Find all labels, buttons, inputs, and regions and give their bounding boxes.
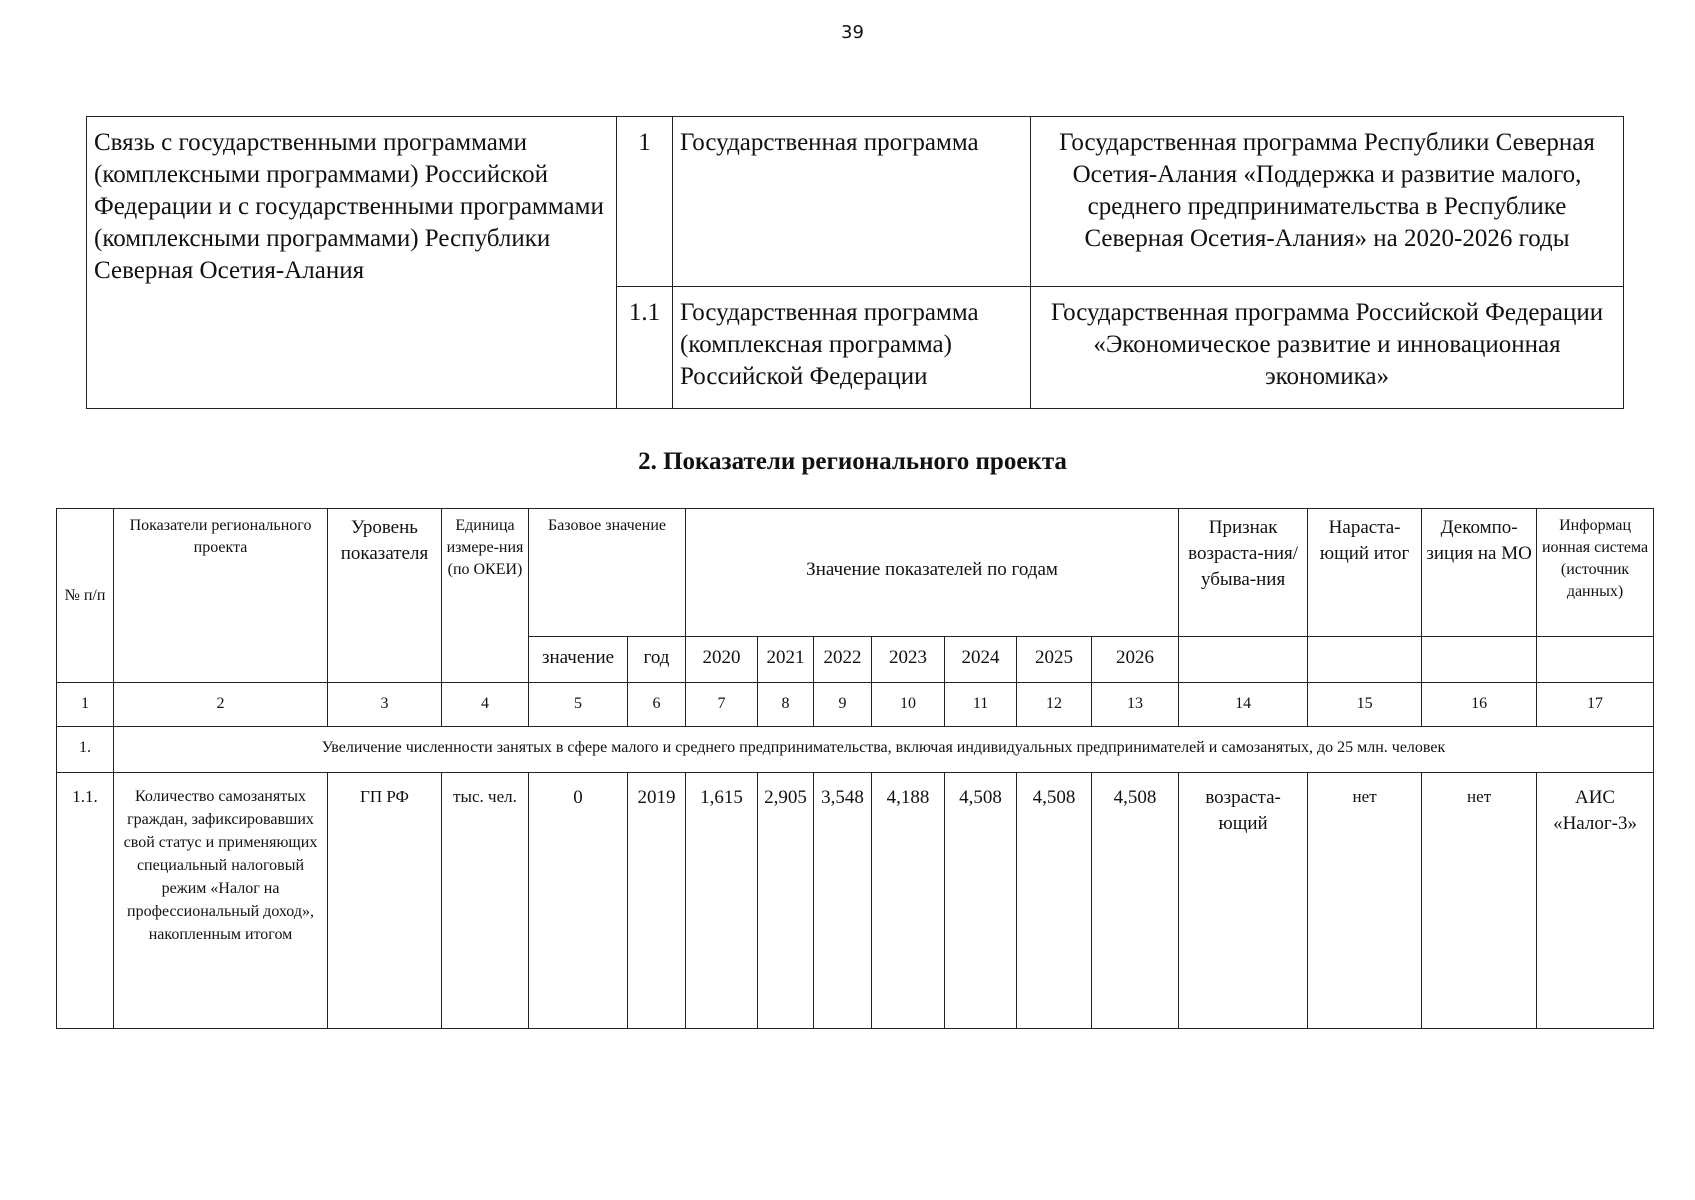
indicator-decomposition: нет bbox=[1422, 773, 1537, 1029]
subheader-year: 2024 bbox=[945, 637, 1017, 683]
header-num: № п/п bbox=[57, 509, 114, 683]
indicator-level: ГП РФ bbox=[328, 773, 442, 1029]
subheader-year: 2023 bbox=[872, 637, 945, 683]
indicators-table bbox=[56, 508, 1654, 1029]
header-cumulative: Нараста-ющий итог bbox=[1308, 509, 1422, 637]
subheader-year: 2020 bbox=[686, 637, 758, 683]
indicator-info-system: АИС «Налог-3» bbox=[1537, 773, 1654, 1029]
indicator-value-2025: 4,508 bbox=[1017, 773, 1092, 1029]
indicator-value-2026: 4,508 bbox=[1092, 773, 1179, 1029]
indicator-base-value: 0 bbox=[529, 773, 628, 1029]
header-decomposition: Декомпо-зиция на МО bbox=[1422, 509, 1537, 637]
indicator-row bbox=[57, 773, 1654, 1029]
subheader-empty bbox=[1537, 637, 1654, 683]
column-number: 1 bbox=[57, 683, 114, 727]
subheader-year: 2022 bbox=[814, 637, 872, 683]
indicator-value-2023: 4,188 bbox=[872, 773, 945, 1029]
header-trend: Признак возраста-ния/убыва-ния bbox=[1179, 509, 1308, 637]
header-info-system: Информац ионная система (источник данных) bbox=[1537, 509, 1654, 637]
subheader-year: 2021 bbox=[758, 637, 814, 683]
subheader-empty bbox=[1308, 637, 1422, 683]
indicator-name: Количество самозанятых граждан, зафиксировавших свой статус и применяющих специальный налоговый режим «Налог на профессиональный доход», накопленным итогом bbox=[114, 773, 328, 1029]
column-number: 17 bbox=[1537, 683, 1654, 727]
header-indicator: Показатели регионального проекта bbox=[114, 509, 328, 683]
column-number: 13 bbox=[1092, 683, 1179, 727]
subheader-base-year: год bbox=[628, 637, 686, 683]
column-number: 16 bbox=[1422, 683, 1537, 727]
indicator-value-2021: 2,905 bbox=[758, 773, 814, 1029]
column-number: 9 bbox=[814, 683, 872, 727]
column-number: 4 bbox=[442, 683, 529, 727]
header-values-by-year: Значение показателей по годам bbox=[686, 509, 1179, 637]
program-link-row bbox=[87, 117, 1624, 287]
indicator-base-year: 2019 bbox=[628, 773, 686, 1029]
indicator-value-2022: 3,548 bbox=[814, 773, 872, 1029]
column-number: 5 bbox=[529, 683, 628, 727]
goal-text: Увеличение численности занятых в сфере малого и среднего предпринимательства, включая индивидуальных предпринимателей и самозанятых, до 25 млн. человек bbox=[114, 727, 1654, 773]
header-level: Уровень показателя bbox=[328, 509, 442, 683]
program-link-name: Государственная программа Российской Федерации «Экономическое развитие и инновационная экономика» bbox=[1031, 287, 1624, 409]
subheader-year: 2026 bbox=[1092, 637, 1179, 683]
column-number: 7 bbox=[686, 683, 758, 727]
subheader-year: 2025 bbox=[1017, 637, 1092, 683]
indicator-cumulative: нет bbox=[1308, 773, 1422, 1029]
indicator-trend: возраста-ющий bbox=[1179, 773, 1308, 1029]
indicator-value-2024: 4,508 bbox=[945, 773, 1017, 1029]
column-number: 6 bbox=[628, 683, 686, 727]
column-number: 10 bbox=[872, 683, 945, 727]
program-link-name: Государственная программа Республики Северная Осетия-Алания «Поддержка и развитие малого, среднего предпринимательства в Республике Северная Осетия-Алания» на 2020-2026 годы bbox=[1031, 117, 1624, 287]
header-row bbox=[57, 509, 1654, 637]
column-number: 8 bbox=[758, 683, 814, 727]
column-number: 3 bbox=[328, 683, 442, 727]
column-number: 11 bbox=[945, 683, 1017, 727]
program-link-type: Государственная программа bbox=[673, 117, 1031, 287]
column-number: 14 bbox=[1179, 683, 1308, 727]
page-number: 39 bbox=[841, 22, 864, 43]
column-number: 15 bbox=[1308, 683, 1422, 727]
header-unit: Единица измере-ния (по ОКЕИ) bbox=[442, 509, 529, 683]
subheader-empty bbox=[1179, 637, 1308, 683]
subheader-empty bbox=[1422, 637, 1537, 683]
section-title: 2. Показатели регионального проекта bbox=[638, 448, 1067, 475]
program-links-label: Связь с государственными программами (комплексными программами) Российской Федерации и с государственными программами (комплексными программами) Республики Северная Осетия-Алания bbox=[87, 117, 617, 409]
column-numbers-row bbox=[57, 683, 1654, 727]
column-number: 12 bbox=[1017, 683, 1092, 727]
program-links-table bbox=[86, 116, 1624, 409]
goal-row bbox=[57, 727, 1654, 773]
goal-number: 1. bbox=[57, 727, 114, 773]
header-base: Базовое значение bbox=[529, 509, 686, 637]
column-number: 2 bbox=[114, 683, 328, 727]
program-link-number: 1 bbox=[617, 117, 673, 287]
indicator-unit: тыс. чел. bbox=[442, 773, 529, 1029]
program-link-type: Государственная программа (комплексная программа) Российской Федерации bbox=[673, 287, 1031, 409]
subheader-base-value: значение bbox=[529, 637, 628, 683]
indicator-value-2020: 1,615 bbox=[686, 773, 758, 1029]
program-link-number: 1.1 bbox=[617, 287, 673, 409]
indicator-number: 1.1. bbox=[57, 773, 114, 1029]
